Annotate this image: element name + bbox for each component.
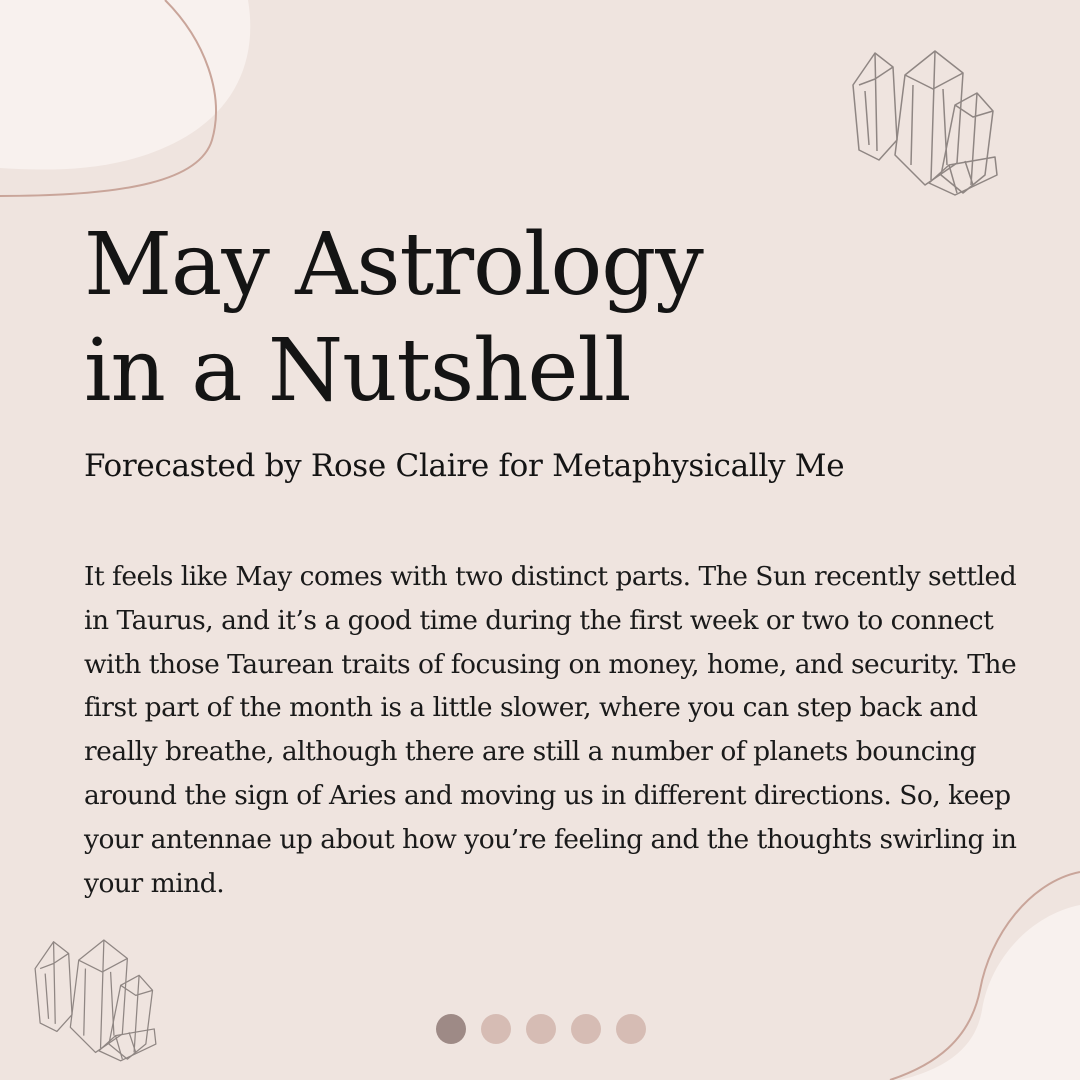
crystal-cluster-icon xyxy=(845,45,1005,200)
pagination-dot-4[interactable] xyxy=(571,1014,601,1044)
pagination-dot-3[interactable] xyxy=(526,1014,556,1044)
pagination-dot-5[interactable] xyxy=(616,1014,646,1044)
title-line-2: in a Nutshell xyxy=(84,321,631,421)
byline-subtitle: Forecasted by Rose Claire for Metaphysically Me xyxy=(84,448,845,484)
forecast-body-text: It feels like May comes with two distinct parts. The Sun recently settled in Taurus, and it’s a good time during the first week or two to connect with those Taurean traits of focusing on money, home, and security. The first part of the month is a little slower, where you can step back and really breathe, although there are still a number of planets bouncing around the sign of Aries and moving us in different directions. So, keep your antennae up about how you’re feeling and the thoughts swirling in your mind. xyxy=(84,561,1017,899)
title-line-1: May Astrology xyxy=(84,215,703,315)
pagination-dot-2[interactable] xyxy=(481,1014,511,1044)
top-left-blob-decoration xyxy=(0,0,260,210)
pagination-dot-1[interactable] xyxy=(436,1014,466,1044)
crystal-cluster-icon xyxy=(28,935,163,1065)
page-title xyxy=(84,212,984,424)
carousel-pagination xyxy=(436,1014,646,1044)
